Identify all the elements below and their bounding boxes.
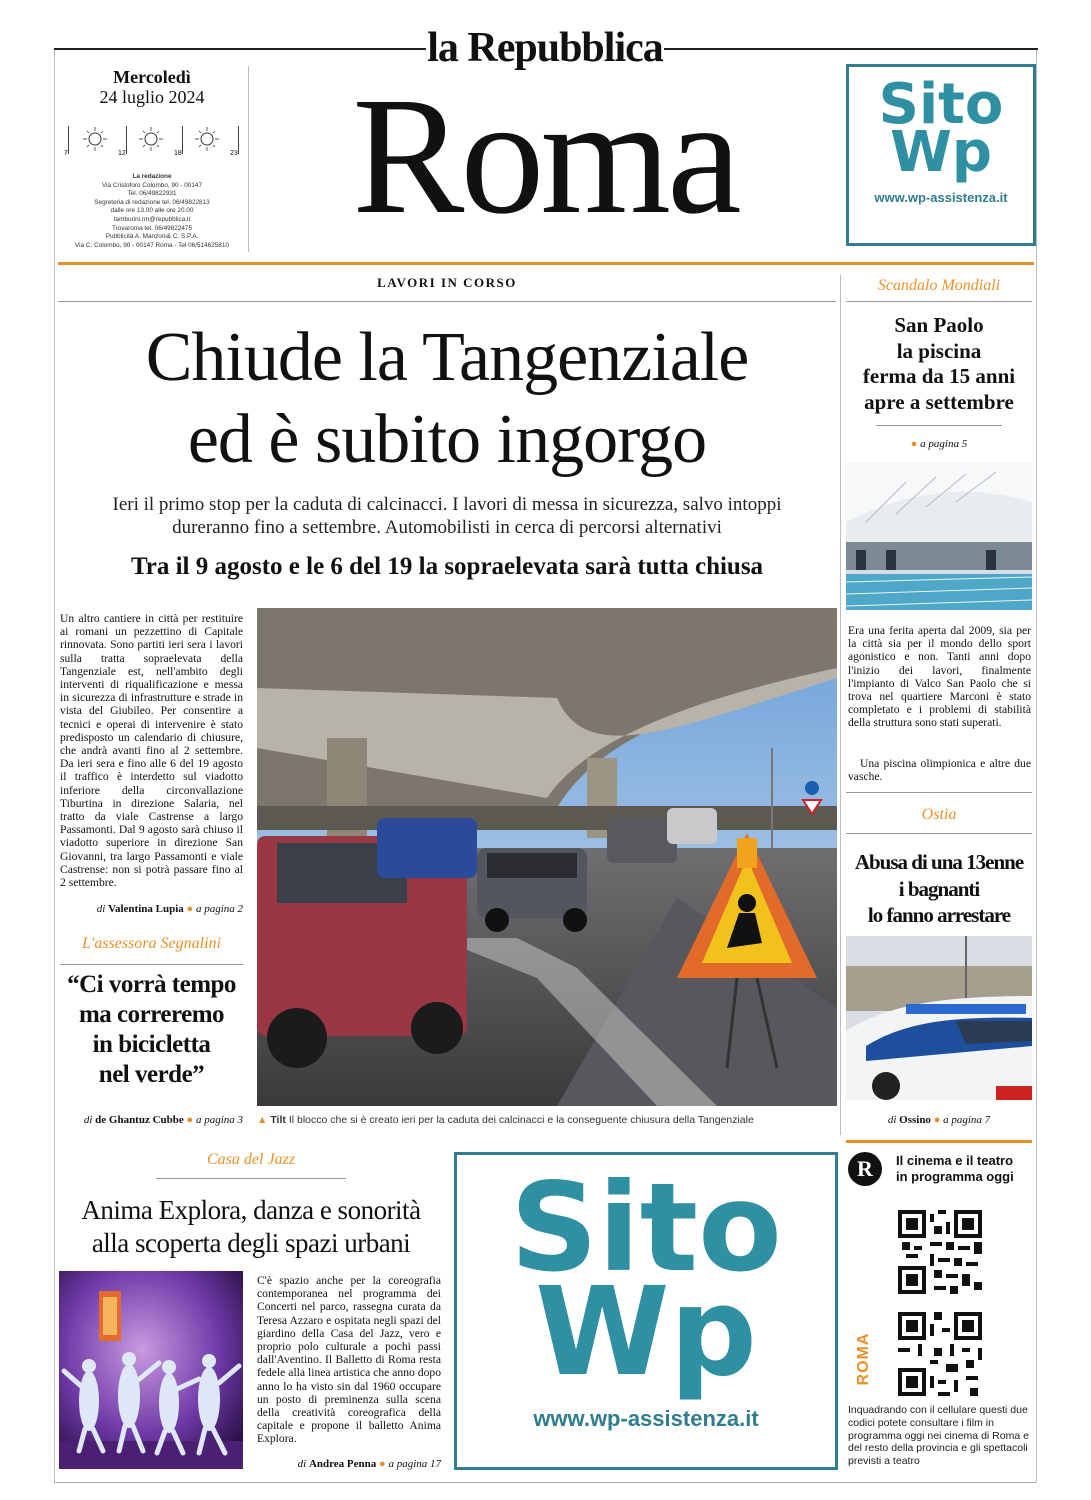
lead-subhead: Tra il 9 agosto e le 6 del 19 la sopraelevata sarà tutta chiusa — [130, 553, 764, 580]
byline-author: Valentina Lupia — [108, 903, 184, 915]
bottom-ad-box[interactable] — [454, 1152, 838, 1470]
cinema-title-line: in programma oggi — [896, 1169, 1014, 1184]
jazz-headline-2[interactable]: alla scoperta degli spazi urbani — [91, 1228, 411, 1258]
traffic-jam-photo — [257, 608, 837, 1106]
weather-max: 23 — [230, 150, 238, 157]
jazz-rule — [156, 1178, 346, 1179]
redazione-line: Tel. 06/49822931 — [127, 190, 177, 198]
cinema-vertical-label: ROMA — [855, 1332, 872, 1386]
caption-text: Il blocco che si è creato ieri per la caduta dei calcinacci e la conseguente chiusura della Tangenziale — [288, 1114, 754, 1126]
right2-headline[interactable] — [842, 849, 1036, 929]
byline-author: de Ghantuz Cubbe — [95, 1114, 184, 1126]
byline-prefix: di — [83, 1114, 93, 1126]
right-column-divider — [840, 275, 841, 1135]
right1-headline[interactable] — [846, 313, 1032, 415]
top-ad-box[interactable] — [846, 64, 1036, 246]
ad-url[interactable]: www.wp-assistenza.it — [874, 190, 1008, 206]
cinema-text: Inquadrando con il cellulare questi due codici potete consultare i film in programma oggi nei cinema di Roma e del resto della provincia e gli spettacoli previsti a teatro — [848, 1404, 1029, 1468]
quote-line: “Ci vorrà tempo — [67, 971, 236, 998]
headline-line: i bagnanti — [898, 876, 980, 901]
lead-headline-2[interactable]: ed è subito ingorgo — [187, 401, 707, 478]
lead-headline-1[interactable]: Chiude la Tangenziale — [145, 319, 749, 396]
bottom-rule — [54, 1482, 1036, 1483]
weather-divider — [68, 126, 69, 154]
right1-kicker: Scandalo Mondiali — [877, 277, 1001, 294]
qr-code-theatre[interactable] — [898, 1312, 982, 1396]
weather-divider — [238, 126, 239, 154]
sun-icon — [190, 126, 224, 152]
lead-kicker-rule — [58, 301, 836, 302]
swimming-pool-photo — [846, 462, 1032, 610]
masthead-rule-right — [664, 48, 1038, 50]
headline-line: apre a settembre — [864, 389, 1014, 414]
redazione-title: La redazione — [132, 173, 172, 180]
byline-page[interactable]: a pagina 3 — [195, 1114, 243, 1126]
redazione-email[interactable]: tamburini.rm@repubblica.it — [113, 215, 191, 223]
lead-body: Un altro cantiere in città per restituire ai romani un pezzettino di Capitale rinnovata. Sono partiti ieri sera i lavori sulla tratta sopraelevata della Tangenziale est, nell'ambito degli interventi di riqualificazione e messa in sicurezza di infrastrutture e strade in vista del Giubileo. Per consentire a tecnici e operai di intervenire è stato predisposto un calendario di chiusure, che andrà avanti fino al 2 settembre. Da ieri sera e fino alle 6 del 19 agosto il traffico è interdetto sul viadotto inferiore della circonvallazione Tiburtina in direzione Salaria, nel tratto da viale Castrense a largo Passamonti. Dal 9 agosto sarà chiuso il viadotto superiore in direzione San Giovanni, tra largo Passamonti e viale Castrense: non si potrà passare fino al 2 settembre. — [60, 612, 243, 890]
right1-body: Era una ferita aperta dal 2009, sia per la città sia per il mondo dello sport agonistico e non. Tanti anni dopo l'inizio dei lavori, finalmente l'impianto di Valco San Paolo che si trova nel quartiere Marconi è stato completato e i problemi di stabilità della struttura sono stati superati. — [848, 624, 1031, 730]
wp-logo-line2: Wp — [890, 119, 992, 185]
byline-prefix: di — [887, 1114, 897, 1126]
sun-icon — [78, 126, 112, 152]
masthead-date-divider — [248, 66, 249, 252]
quote-line: ma correremo — [78, 1001, 225, 1028]
police-car-photo — [846, 936, 1032, 1100]
ad-url[interactable]: www.wp-assistenza.it — [533, 1406, 759, 1432]
bullet-icon: ● — [933, 1114, 941, 1126]
redazione-line: Via C. Colombo, 90 - 00147 Roma - Tel 06/514625810 — [75, 241, 229, 249]
cinema-logo-icon: R — [848, 1152, 882, 1186]
interview-byline — [58, 1114, 243, 1126]
masthead-right-border — [1036, 50, 1037, 260]
right2-kicker: Ostia — [921, 806, 957, 823]
dancers-photo — [59, 1271, 243, 1469]
masthead-rule-left — [54, 48, 426, 50]
lead-photo — [257, 608, 837, 1106]
headline-line: Abusa di una 13enne — [854, 850, 1024, 874]
brand-logo[interactable]: la Repubblica — [427, 25, 663, 71]
redazione-line: dalle ore 13.00 alle ore 20.00 — [110, 207, 194, 215]
right2-rule — [846, 833, 1032, 834]
redazione-line: Segreteria di redazione tel. 06/49822813 — [94, 198, 210, 206]
wp-logo-line1: Sito — [878, 72, 1004, 137]
interview-rule — [60, 964, 243, 965]
wp-logo-line1: Sito — [510, 1157, 782, 1299]
cinema-title-line: Il cinema e il teatro — [896, 1153, 1014, 1168]
weather-max: 12 — [118, 150, 126, 157]
lower-orange-rule — [846, 1140, 1032, 1143]
wp-logo — [849, 72, 1033, 185]
byline-page[interactable]: a pagina 17 — [388, 1458, 441, 1470]
sun-icon — [134, 126, 168, 152]
redazione-line: Trovaroma tel. 06/49822475 — [111, 224, 193, 232]
pool-photo — [846, 462, 1032, 610]
qr-code-icon — [898, 1312, 982, 1396]
headline-line: lo fanno arrestare — [867, 903, 1011, 927]
headline-line: San Paolo — [894, 313, 984, 337]
byline-prefix: di — [96, 903, 106, 915]
bullet-icon: ● — [186, 1114, 194, 1126]
right1-page[interactable]: ● a pagina 5 — [910, 438, 968, 450]
quote-line: nel verde” — [98, 1061, 205, 1088]
jazz-kicker: Casa del Jazz — [207, 1151, 295, 1168]
cinema-title — [896, 1153, 1036, 1185]
masthead-left-border — [54, 50, 55, 260]
weather-strip — [64, 124, 242, 160]
headline-line: ferma da 15 anni — [862, 364, 1016, 388]
byline-page[interactable]: a pagina 2 — [195, 903, 243, 915]
caption-label: Tilt — [270, 1114, 286, 1126]
right1-rule — [846, 301, 1032, 302]
masthead-day: Mercoledì — [113, 67, 191, 87]
lead-summary-1: Ieri il primo stop per la caduta di calcinacci. I lavori di messa in sicurezza, salvo intoppi — [112, 494, 782, 515]
redazione-line: Via Cristoforo Colombo, 90 - 00147 — [101, 181, 203, 189]
wp-logo — [457, 1157, 835, 1403]
lead-kicker: LAVORI IN CORSO — [377, 275, 517, 290]
header-orange-rule — [58, 262, 1034, 265]
jazz-body: C'è spazio anche per la coreografia contemporanea nel programma dei Concerti nel parco, rassegna curata da Teresa Azzaro e ospitata negli spazi del giardino della Casa del Jazz, vero e proprio polo culturale a pochi passi dall'Aventino. Il Balletto di Roma resta fedele alla linea artistica che anno dopo anno lo ha visto sin dal 1960 occupare un posto di preminenza sulla scena della creatività coreografica della capitale e propone il balletto Anima Explora. — [257, 1274, 441, 1446]
right2-top-rule — [846, 792, 1032, 793]
weather-divider — [126, 126, 127, 154]
weather-min: 7 — [64, 150, 68, 157]
quote-line: in bicicletta — [92, 1031, 211, 1058]
page-left-border — [54, 260, 55, 1482]
interview-kicker: L'assessora Segnalini — [82, 935, 221, 952]
right1-rule-2 — [876, 425, 1002, 426]
redazione-contacts — [60, 173, 244, 250]
interview-quote[interactable] — [58, 970, 245, 1090]
lead-byline — [60, 903, 243, 915]
edition-title: Roma — [352, 63, 738, 249]
police-photo — [846, 936, 1032, 1100]
weather-divider — [182, 126, 183, 154]
byline-prefix: di — [297, 1458, 307, 1470]
bullet-icon: ● — [379, 1458, 386, 1470]
jazz-headline-1[interactable]: Anima Explora, danza e sonorità — [81, 1195, 421, 1225]
headline-line: la piscina — [896, 338, 982, 363]
qr-code-icon — [898, 1210, 982, 1294]
weather-max: 18 — [174, 150, 182, 157]
page-right-border — [1036, 260, 1037, 1482]
lead-summary-2: dureranno fino a settembre. Automobilisti in cerca di percorsi alternativi — [172, 517, 722, 538]
right2-byline — [846, 1114, 1032, 1126]
byline-author: Ossino — [899, 1114, 931, 1126]
redazione-line: Pubblicità A. Manzoni& C. S.P.A. — [105, 233, 199, 241]
caption-triangle-icon: ▲ — [257, 1114, 268, 1126]
right1-body-2: Una piscina olimpionica e altre due vasche. — [848, 757, 1031, 784]
byline-page[interactable]: a pagina 7 — [943, 1114, 991, 1126]
jazz-byline — [257, 1458, 441, 1470]
bullet-icon: ● — [186, 903, 194, 915]
lead-caption — [257, 1114, 857, 1126]
wp-logo-line2: Wp — [535, 1260, 757, 1403]
qr-code-cinema[interactable] — [898, 1210, 982, 1294]
masthead-date: 24 luglio 2024 — [99, 87, 205, 107]
dance-photo — [59, 1271, 243, 1469]
bullet-icon: ● — [910, 438, 918, 450]
byline-author: Andrea Penna — [308, 1458, 377, 1470]
